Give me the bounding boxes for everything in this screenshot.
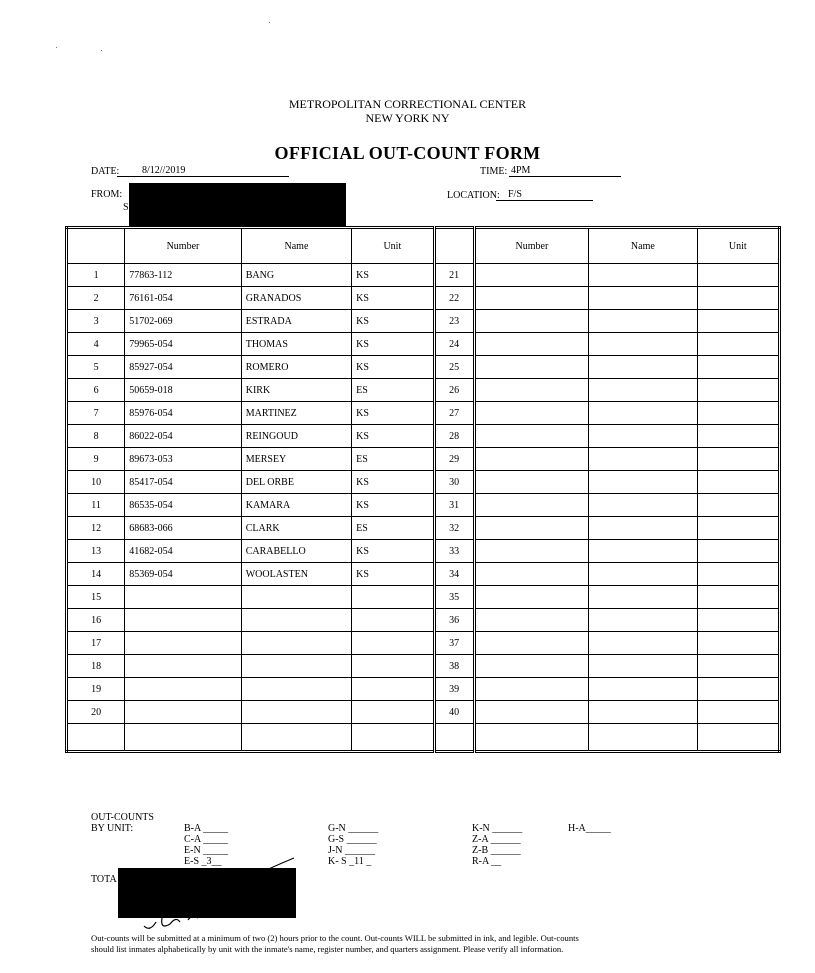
unit-cell-right (697, 425, 779, 448)
unit-count: C-A _____ (184, 834, 229, 845)
name-cell-right (589, 586, 697, 609)
header-cell: Name (589, 228, 697, 264)
register-number-cell-right (474, 448, 588, 471)
name-cell: WOOLASTEN (241, 563, 351, 586)
table-row (67, 425, 780, 448)
unit-count: R-A __ (472, 856, 502, 867)
unit-count: J-N ______ (328, 845, 375, 856)
outcounts-col3 (472, 823, 522, 867)
time-value: 4PM (511, 165, 531, 176)
register-number-cell: 41682-054 (125, 540, 241, 563)
name-cell: BANG (241, 264, 351, 287)
row-number-right: 33 (434, 540, 474, 563)
table-row (67, 356, 780, 379)
location-label: LOCATION: (447, 190, 500, 201)
unit-cell: KS (352, 264, 434, 287)
unit-cell (352, 632, 434, 655)
unit-count: B-A _____ (184, 823, 229, 834)
unit-count: Z-A ______ (472, 834, 521, 845)
unit-cell-right (697, 540, 779, 563)
location-value: F/S (508, 189, 522, 200)
outcount-table (65, 226, 781, 753)
name-cell-right (589, 448, 697, 471)
name-cell-right (589, 356, 697, 379)
register-number-cell: 77863-112 (125, 264, 241, 287)
register-number-cell (125, 701, 241, 724)
unit-cell-right (697, 310, 779, 333)
unit-cell-right (697, 494, 779, 517)
unit-cell-right (697, 287, 779, 310)
unit-cell: ES (352, 448, 434, 471)
unit-cell-right (697, 563, 779, 586)
outcounts-label (91, 812, 154, 834)
header-cell: Unit (697, 228, 779, 264)
register-number-cell (125, 609, 241, 632)
unit-cell-right (697, 264, 779, 287)
register-number-cell: 85927-054 (125, 356, 241, 379)
register-number-cell (125, 632, 241, 655)
unit-cell (352, 655, 434, 678)
redaction-box-total (118, 868, 296, 918)
name-cell: GRANADOS (241, 287, 351, 310)
table-row (67, 517, 780, 540)
name-cell: CARABELLO (241, 540, 351, 563)
unit-count: K- S _11 _ (328, 856, 372, 867)
row-number-right: 31 (434, 494, 474, 517)
unit-cell (352, 678, 434, 701)
row-number-right: 29 (434, 448, 474, 471)
name-cell-right (589, 264, 697, 287)
register-number-cell-right (474, 494, 588, 517)
row-number-left: 9 (67, 448, 125, 471)
name-cell (241, 678, 351, 701)
name-cell (241, 655, 351, 678)
name-cell-right (589, 563, 697, 586)
register-number-cell-right (474, 540, 588, 563)
unit-cell-right (697, 402, 779, 425)
table-row (67, 609, 780, 632)
register-number-cell (125, 586, 241, 609)
unit-cell-right (697, 724, 779, 752)
footer-instructions (91, 933, 791, 954)
unit-cell: ES (352, 379, 434, 402)
row-number-right (434, 724, 474, 752)
table-row (67, 563, 780, 586)
register-number-cell-right (474, 425, 588, 448)
row-number-left: 5 (67, 356, 125, 379)
table-row (67, 655, 780, 678)
row-number-left: 8 (67, 425, 125, 448)
register-number-cell: 85976-054 (125, 402, 241, 425)
row-number-left: 15 (67, 586, 125, 609)
row-number-left: 4 (67, 333, 125, 356)
register-number-cell: 50659-018 (125, 379, 241, 402)
unit-cell-right (697, 678, 779, 701)
register-number-cell-right (474, 563, 588, 586)
footer-line1: Out-counts will be submitted at a minimum of two (2) hours prior to the count. Out-counts WILL be submitted in ink, and legible. Out-counts (91, 933, 579, 943)
unit-cell-right (697, 471, 779, 494)
name-cell (241, 724, 351, 752)
name-cell-right (589, 540, 697, 563)
row-number-left: 16 (67, 609, 125, 632)
row-number-right: 37 (434, 632, 474, 655)
name-cell: REINGOUD (241, 425, 351, 448)
unit-cell: KS (352, 540, 434, 563)
signature-scribble (140, 912, 220, 934)
unit-cell (352, 701, 434, 724)
name-cell: MARTINEZ (241, 402, 351, 425)
from-fragment: S (123, 202, 129, 213)
table-row (67, 402, 780, 425)
unit-count: G-S ______ (328, 834, 377, 845)
name-cell: KAMARA (241, 494, 351, 517)
register-number-cell-right (474, 264, 588, 287)
unit-cell-right (697, 448, 779, 471)
register-number-cell: 85417-054 (125, 471, 241, 494)
row-number-left: 7 (67, 402, 125, 425)
row-number-right: 34 (434, 563, 474, 586)
name-cell (241, 632, 351, 655)
outcounts-label-line1: OUT-COUNTS (91, 812, 154, 823)
unit-cell: KS (352, 310, 434, 333)
name-cell-right (589, 425, 697, 448)
unit-cell: KS (352, 471, 434, 494)
unit-cell-right (697, 517, 779, 540)
time-field (509, 165, 621, 177)
row-number-left: 18 (67, 655, 125, 678)
table-row (67, 310, 780, 333)
form-title: OFFICIAL OUT-COUNT FORM (274, 143, 541, 163)
row-number-right: 27 (434, 402, 474, 425)
header-cell (67, 228, 125, 264)
name-cell-right (589, 310, 697, 333)
table-header-row (67, 228, 780, 264)
row-number-left: 11 (67, 494, 125, 517)
outcounts-col2 (328, 823, 378, 867)
unit-cell: KS (352, 494, 434, 517)
row-number-right: 30 (434, 471, 474, 494)
register-number-cell-right (474, 471, 588, 494)
row-number-left: 3 (67, 310, 125, 333)
unit-cell: KS (352, 425, 434, 448)
name-cell-right (589, 517, 697, 540)
name-cell-right (589, 471, 697, 494)
register-number-cell: 86535-054 (125, 494, 241, 517)
redaction-box-from (129, 183, 346, 226)
row-number-left: 20 (67, 701, 125, 724)
register-number-cell: 51702-069 (125, 310, 241, 333)
register-number-cell-right (474, 356, 588, 379)
unit-cell (352, 609, 434, 632)
register-number-cell-right (474, 632, 588, 655)
outcounts-label-line2: BY UNIT: (91, 823, 134, 834)
table-row (67, 586, 780, 609)
table-row (67, 379, 780, 402)
row-number-right: 21 (434, 264, 474, 287)
table-row (67, 701, 780, 724)
row-number-right: 22 (434, 287, 474, 310)
unit-count: E-S _3__ (184, 856, 222, 867)
unit-cell-right (697, 333, 779, 356)
register-number-cell: 79965-054 (125, 333, 241, 356)
register-number-cell: 76161-054 (125, 287, 241, 310)
unit-cell: KS (352, 356, 434, 379)
unit-cell-right (697, 609, 779, 632)
unit-count: K-N ______ (472, 823, 523, 834)
row-number-right: 35 (434, 586, 474, 609)
register-number-cell (125, 678, 241, 701)
unit-count: E-N _____ (184, 845, 229, 856)
row-number-right: 23 (434, 310, 474, 333)
time-label: TIME: (480, 166, 508, 177)
name-cell-right (589, 379, 697, 402)
name-cell-right (589, 724, 697, 752)
unit-cell-right (697, 356, 779, 379)
register-number-cell: 85369-054 (125, 563, 241, 586)
name-cell-right (589, 494, 697, 517)
row-number-left: 13 (67, 540, 125, 563)
name-cell: MERSEY (241, 448, 351, 471)
unit-cell-right (697, 586, 779, 609)
footer-line2: should list inmates alphabetically by unit with the inmate's name, register number, and quarters assignment. Please verify all information. (91, 943, 564, 954)
row-number-right: 28 (434, 425, 474, 448)
unit-cell-right (697, 701, 779, 724)
header-cell: Number (125, 228, 241, 264)
register-number-cell-right (474, 609, 588, 632)
name-cell (241, 609, 351, 632)
row-number-left: 17 (67, 632, 125, 655)
table-row (67, 471, 780, 494)
register-number-cell-right (474, 333, 588, 356)
name-cell: CLARK (241, 517, 351, 540)
unit-cell: KS (352, 402, 434, 425)
row-number-left: 1 (67, 264, 125, 287)
row-number-left: 6 (67, 379, 125, 402)
name-cell-right (589, 655, 697, 678)
register-number-cell: 86022-054 (125, 425, 241, 448)
row-number-left: 14 (67, 563, 125, 586)
row-number-right: 32 (434, 517, 474, 540)
outcounts-col1 (184, 823, 228, 867)
table-row (67, 494, 780, 517)
table-row (67, 264, 780, 287)
register-number-cell: 68683-066 (125, 517, 241, 540)
scan-speck (101, 50, 102, 51)
unit-cell-right (697, 632, 779, 655)
unit-cell: ES (352, 517, 434, 540)
unit-count: H-A_____ (568, 823, 611, 834)
facility-name: METROPOLITAN CORRECTIONAL CENTER (288, 97, 527, 111)
row-number-right: 39 (434, 678, 474, 701)
register-number-cell: 89673-053 (125, 448, 241, 471)
name-cell-right (589, 402, 697, 425)
header-cell: Unit (352, 228, 434, 264)
scan-speck (269, 22, 270, 23)
header-cell: Number (474, 228, 588, 264)
date-label: DATE: (91, 166, 120, 177)
name-cell-right (589, 632, 697, 655)
name-cell-right (589, 333, 697, 356)
location-field (496, 189, 593, 201)
table-row (67, 632, 780, 655)
register-number-cell-right (474, 724, 588, 752)
unit-cell-right (697, 655, 779, 678)
row-number-right: 36 (434, 609, 474, 632)
name-cell: THOMAS (241, 333, 351, 356)
table-row (67, 540, 780, 563)
name-cell (241, 701, 351, 724)
row-number-right: 38 (434, 655, 474, 678)
name-cell: DEL ORBE (241, 471, 351, 494)
register-number-cell-right (474, 402, 588, 425)
table-row (67, 448, 780, 471)
date-value: 8/12//2019 (142, 165, 186, 176)
table-row (67, 333, 780, 356)
register-number-cell-right (474, 379, 588, 402)
register-number-cell (125, 724, 241, 752)
table-row (67, 724, 780, 752)
total-label: TOTA (91, 874, 117, 885)
row-number-left: 2 (67, 287, 125, 310)
name-cell-right (589, 609, 697, 632)
unit-count: Z-B ______ (472, 845, 521, 856)
unit-cell (352, 724, 434, 752)
register-number-cell (125, 655, 241, 678)
table-row (67, 678, 780, 701)
row-number-left: 12 (67, 517, 125, 540)
register-number-cell-right (474, 586, 588, 609)
unit-count: G-N ______ (328, 823, 379, 834)
register-number-cell-right (474, 517, 588, 540)
scan-speck (56, 47, 57, 48)
row-number-right: 40 (434, 701, 474, 724)
date-field (117, 165, 289, 177)
unit-cell: KS (352, 563, 434, 586)
row-number-right: 26 (434, 379, 474, 402)
from-label: FROM: (91, 189, 123, 200)
row-number-left: 10 (67, 471, 125, 494)
row-number-left: 19 (67, 678, 125, 701)
unit-cell-right (697, 379, 779, 402)
row-number-right: 24 (434, 333, 474, 356)
register-number-cell-right (474, 701, 588, 724)
unit-cell: KS (352, 287, 434, 310)
outcounts-col4 (568, 823, 611, 834)
name-cell: ROMERO (241, 356, 351, 379)
header-cell: Name (241, 228, 351, 264)
header-cell (434, 228, 474, 264)
unit-cell: KS (352, 333, 434, 356)
row-number-left (67, 724, 125, 752)
name-cell-right (589, 287, 697, 310)
register-number-cell-right (474, 287, 588, 310)
register-number-cell-right (474, 655, 588, 678)
table-row (67, 287, 780, 310)
unit-cell (352, 586, 434, 609)
facility-city: NEW YORK NY (365, 111, 450, 125)
name-cell (241, 586, 351, 609)
name-cell: ESTRADA (241, 310, 351, 333)
name-cell-right (589, 678, 697, 701)
name-cell: KIRK (241, 379, 351, 402)
register-number-cell-right (474, 310, 588, 333)
name-cell-right (589, 701, 697, 724)
register-number-cell-right (474, 678, 588, 701)
row-number-right: 25 (434, 356, 474, 379)
